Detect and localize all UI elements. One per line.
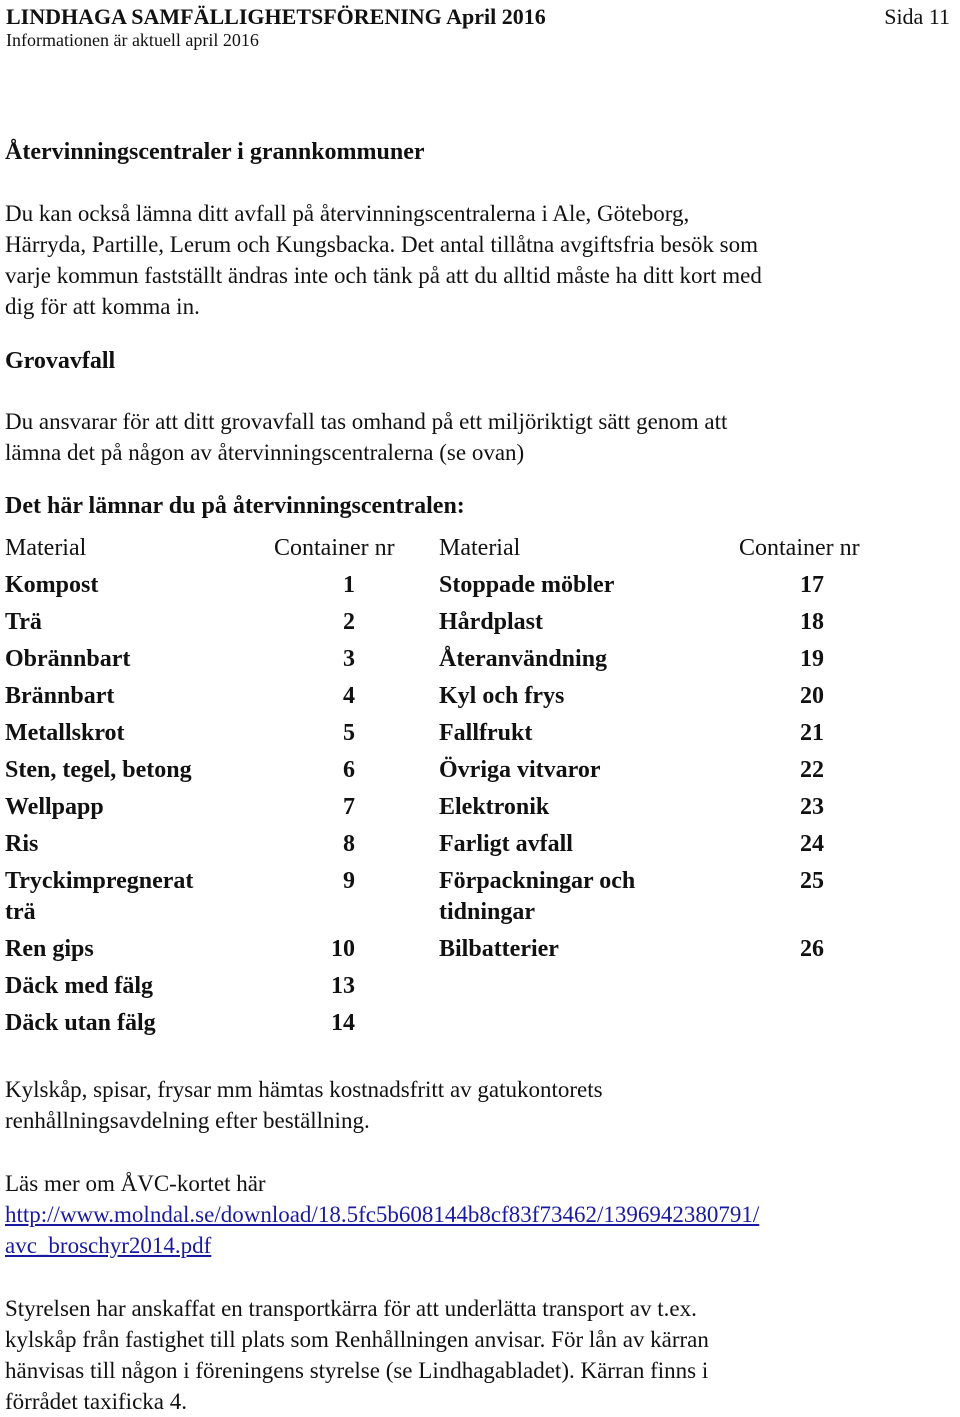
column-header-material: Material bbox=[5, 535, 87, 561]
cell-material-2: Hårdplast bbox=[439, 609, 544, 635]
cell-material: Kompost bbox=[5, 572, 99, 598]
cell-container-2: 21 bbox=[800, 720, 824, 746]
text-line: Härryda, Partille, Lerum och Kungsbacka. Det antal tillåtna avgiftsfria besök som bbox=[5, 232, 759, 257]
text-line: dig för att komma in. bbox=[5, 294, 200, 319]
cell-container-2: 20 bbox=[800, 683, 824, 709]
cell-container: 4 bbox=[343, 683, 355, 709]
cell-container: 6 bbox=[343, 757, 355, 783]
cell-material: Wellpapp bbox=[5, 794, 104, 820]
column-header-container-2: Container nr bbox=[739, 535, 860, 561]
cell-container-2: 17 bbox=[800, 572, 824, 598]
cell-material-2: Fallfrukt bbox=[439, 720, 533, 746]
heading-recycling-centers: Återvinningscentraler i grannkommuner bbox=[5, 139, 425, 165]
paragraph-avc-card bbox=[5, 1168, 955, 1261]
cell-container: 14 bbox=[331, 1010, 355, 1036]
paragraph-bulky-waste bbox=[5, 406, 955, 468]
cell-material: Metallskrot bbox=[5, 720, 125, 746]
cell-material: Tryckimpregnerat bbox=[5, 868, 194, 894]
page-number: Sida 11 bbox=[884, 4, 950, 29]
text-line: renhållningsavdelning efter beställning. bbox=[5, 1108, 370, 1133]
text-line: Styrelsen har anskaffat en transportkärra för att underlätta transport av t.ex. bbox=[5, 1296, 697, 1321]
cell-material-2: Bilbatterier bbox=[439, 936, 559, 962]
paragraph-transport-cart bbox=[5, 1293, 955, 1417]
cell-material: Brännbart bbox=[5, 683, 115, 709]
cell-container-2: 26 bbox=[800, 936, 824, 962]
cell-container: 1 bbox=[343, 572, 355, 598]
cell-container: 2 bbox=[343, 609, 355, 635]
text-line: Kylskåp, spisar, frysar mm hämtas kostnadsfritt av gatukontorets bbox=[5, 1077, 603, 1102]
text-line: Du ansvarar för att ditt grovavfall tas omhand på ett miljöriktigt sätt genom att bbox=[5, 409, 728, 434]
cell-material-2: Förpackningar och bbox=[439, 868, 636, 894]
heading-bulky-waste: Grovavfall bbox=[5, 348, 116, 374]
paragraph-recycling-centers bbox=[5, 198, 955, 322]
cell-material-2: Elektronik bbox=[439, 794, 550, 820]
cell-material-2: Kyl och frys bbox=[439, 683, 565, 709]
text-line: Du kan också lämna ditt avfall på återvinningscentralerna i Ale, Göteborg, bbox=[5, 201, 690, 226]
cell-container-2: 18 bbox=[800, 609, 824, 635]
header-title: LINDHAGA SAMFÄLLIGHETSFÖRENING April 2016 bbox=[6, 4, 546, 29]
header-subtitle: Informationen är aktuell april 2016 bbox=[6, 30, 259, 50]
column-header-container: Container nr bbox=[274, 535, 395, 561]
cell-container-2: 22 bbox=[800, 757, 824, 783]
cell-material-2: Stoppade möbler bbox=[439, 572, 615, 598]
cell-material-2-wrap: tidningar bbox=[439, 899, 536, 925]
cell-container-2: 24 bbox=[800, 831, 824, 857]
cell-material: Sten, tegel, betong bbox=[5, 757, 192, 783]
table-title: Det här lämnar du på återvinningscentralen: bbox=[5, 493, 465, 519]
cell-material: Däck med fälg bbox=[5, 973, 153, 999]
text-line: förrådet taxificka 4. bbox=[5, 1389, 187, 1414]
cell-container-2: 25 bbox=[800, 868, 824, 894]
cell-container-2: 19 bbox=[800, 646, 824, 672]
cell-material: Ris bbox=[5, 831, 39, 857]
cell-material-2: Farligt avfall bbox=[439, 831, 573, 857]
text-line: lämna det på någon av återvinningscentralerna (se ovan) bbox=[5, 440, 525, 465]
cell-material: Ren gips bbox=[5, 936, 94, 962]
cell-material-2: Återanvändning bbox=[439, 646, 608, 672]
text-line: varje kommun fastställt ändras inte och tänk på att du alltid måste ha ditt kort med bbox=[5, 263, 762, 288]
column-header-material-2: Material bbox=[439, 535, 521, 561]
text-line: hänvisas till någon i föreningens styrelse (se Lindhagabladet). Kärran finns i bbox=[5, 1358, 709, 1383]
cell-material: Trä bbox=[5, 609, 42, 635]
text-line: Läs mer om ÅVC-kortet här bbox=[5, 1171, 266, 1196]
cell-container: 7 bbox=[343, 794, 355, 820]
cell-container: 9 bbox=[343, 868, 355, 894]
cell-container: 5 bbox=[343, 720, 355, 746]
cell-container: 3 bbox=[343, 646, 355, 672]
cell-container-2: 23 bbox=[800, 794, 824, 820]
cell-container: 10 bbox=[331, 936, 355, 962]
avc-brochure-link[interactable]: http://www.molndal.se/download/18.5fc5b608144b8cf83f73462/1396942380791/ bbox=[5, 1202, 760, 1227]
cell-container: 13 bbox=[331, 973, 355, 999]
cell-material-wrap: trä bbox=[5, 899, 36, 925]
cell-material: Däck utan fälg bbox=[5, 1010, 156, 1036]
cell-material: Obrännbart bbox=[5, 646, 131, 672]
cell-container: 8 bbox=[343, 831, 355, 857]
text-line: kylskåp från fastighet till plats som Renhållningen anvisar. För lån av kärran bbox=[5, 1327, 709, 1352]
paragraph-appliances bbox=[5, 1074, 955, 1136]
cell-material-2: Övriga vitvaror bbox=[439, 757, 601, 783]
avc-brochure-link-continued[interactable]: avc_broschyr2014.pdf bbox=[5, 1233, 212, 1258]
